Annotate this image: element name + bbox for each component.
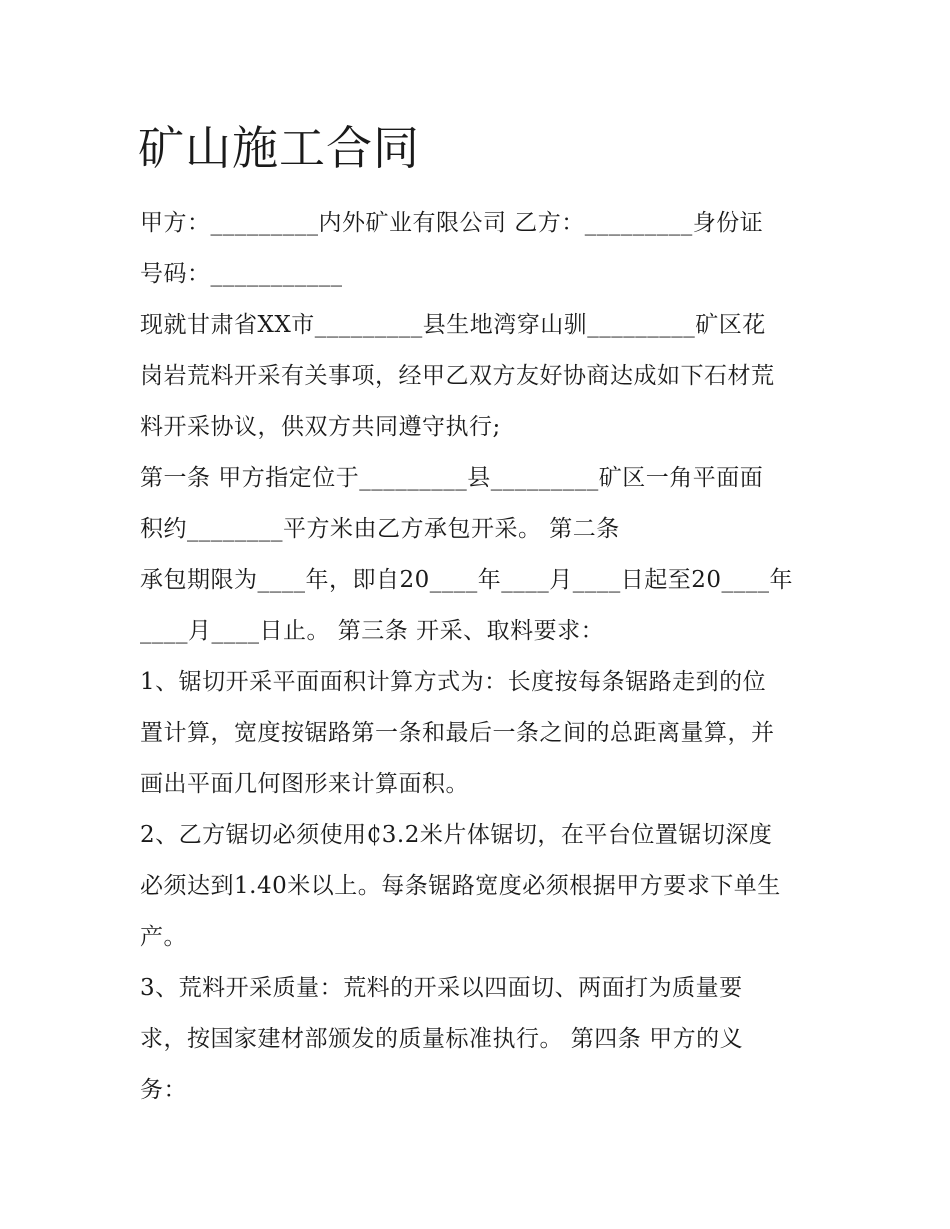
text-line: 号码：___________ <box>140 261 343 287</box>
document-title: 矿山施工合同 <box>138 121 420 175</box>
text-line: 画出平面几何图形来计算面积。 <box>140 771 469 797</box>
text-line: 必须达到1.40米以上。每条锯路宽度必须根据甲方要求下单生 <box>140 873 781 899</box>
text-line: 第一条 甲方指定位于_________县_________矿区一角平面面 <box>140 465 764 491</box>
text-line: 积约________平方米由乙方承包开采。 第二条 <box>140 516 620 542</box>
text-line: 1、锯切开采平面面积计算方式为：长度按每条锯路走到的位 <box>140 669 767 695</box>
text-line: 产。 <box>140 924 187 950</box>
text-line: 甲方：_________内外矿业有限公司 乙方：_________身份证 <box>140 210 764 236</box>
text-line: 岗岩荒料开采有关事项，经甲乙双方友好协商达成如下石材荒 <box>140 363 775 389</box>
text-line: 料开采协议，供双方共同遵守执行; <box>140 414 501 440</box>
text-line: 务： <box>140 1077 187 1103</box>
text-line: 3、荒料开采质量：荒料的开采以四面切、两面打为质量要 <box>140 975 743 1001</box>
text-line: 现就甘肃省XX市_________县生地湾穿山驯_________矿区花 <box>140 312 766 338</box>
text-line: 置计算，宽度按锯路第一条和最后一条之间的总距离量算，并 <box>140 720 775 746</box>
text-line: 2、乙方锯切必须使用₵3.2米片体锯切，在平台位置锯切深度 <box>140 822 773 848</box>
text-line: 承包期限为____年，即自20____年____月____日起至20____年 <box>140 567 794 593</box>
text-line: ____月____日止。 第三条 开采、取料要求： <box>140 618 605 644</box>
contract-body <box>140 198 830 1116</box>
text-line: 求，按国家建材部颁发的质量标准执行。 第四条 甲方的义 <box>140 1026 744 1052</box>
